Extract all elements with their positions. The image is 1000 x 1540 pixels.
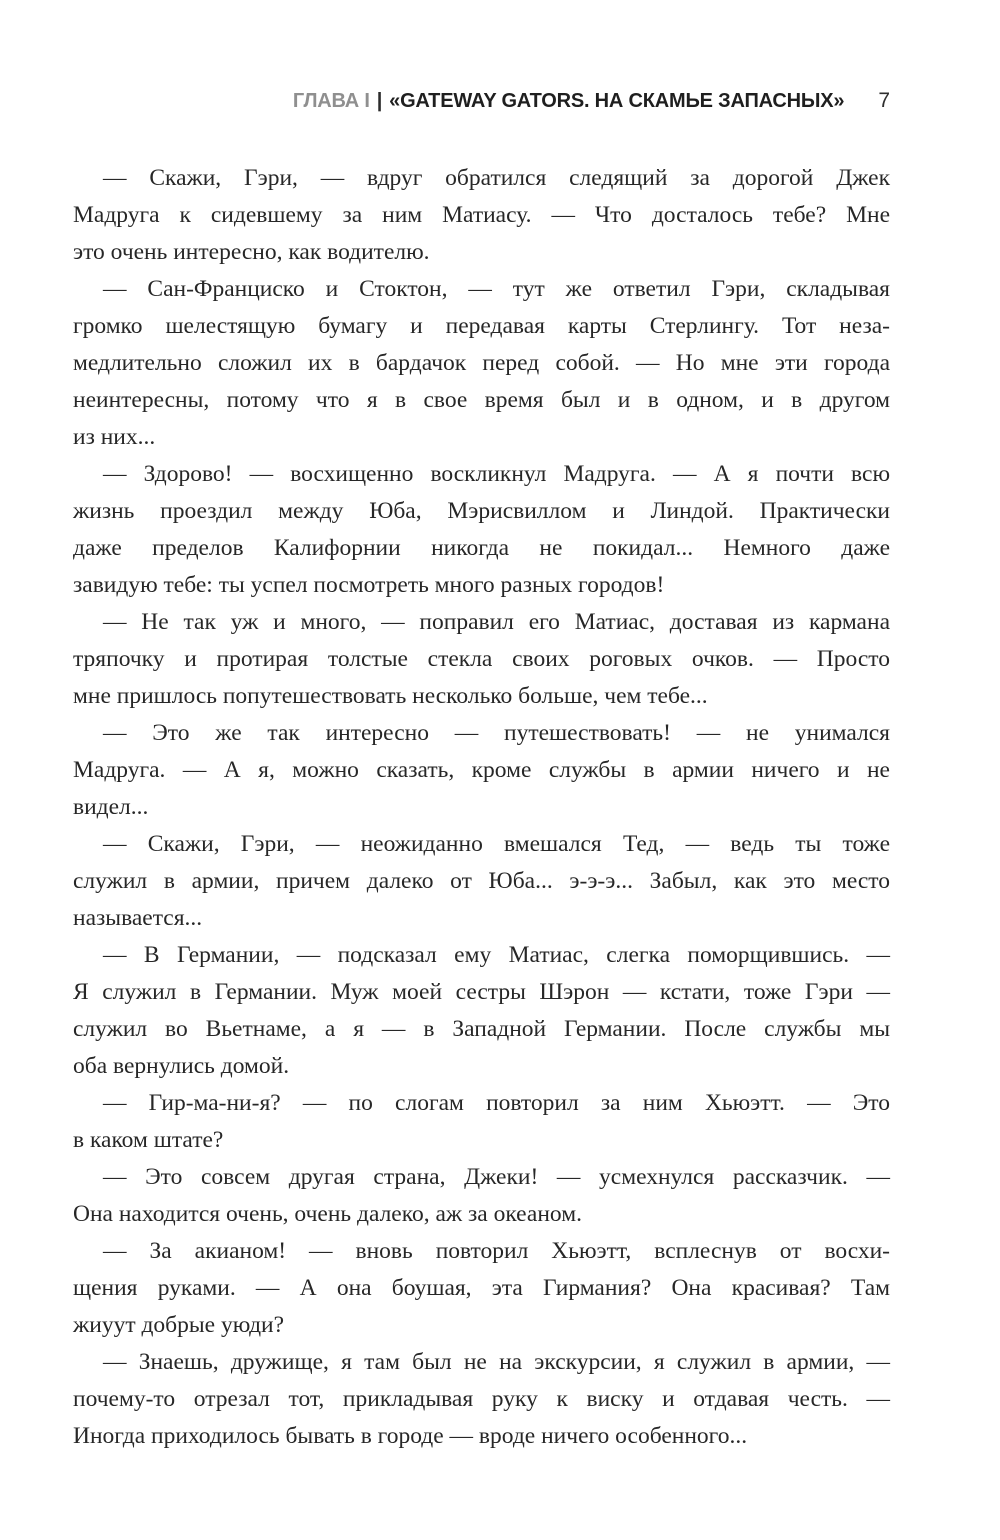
text-line: — Сан-Франциско и Стоктон, — тут же ответил Гэри, складывая [103, 276, 890, 302]
text-line: Мадруга. — А я, можно сказать, кроме службы в армии ничего и не [73, 757, 890, 783]
text-line: неинтересны, потому что я в свое время был и в одном, и в другом [73, 387, 890, 413]
text-line: называется... [73, 905, 203, 931]
paragraph [73, 1344, 890, 1455]
text-line: — Не так уж и много, — поправил его Матиас, доставая из кармана [103, 609, 890, 635]
text-line: служил во Вьетнаме, а я — в Западной Германии. После службы мы [73, 1016, 890, 1042]
paragraph [73, 826, 890, 937]
text-line: — В Германии, — подсказал ему Матиас, слегка поморщившись. — [103, 942, 890, 968]
text-line: в каком штате? [73, 1127, 224, 1153]
page-number: 7 [878, 89, 890, 112]
text-line: жизнь проездил между Юба, Мэрисвиллом и Линдой. Практически [73, 498, 890, 524]
header-separator: | [376, 90, 383, 112]
text-line: — Скажи, Гэри, — вдруг обратился следящий за дорогой Джек [103, 165, 890, 191]
paragraph [73, 604, 890, 715]
text-line: — Знаешь, дружище, я там был не на экскурсии, я служил в армии, — [103, 1349, 890, 1375]
chapter-title: «GATEWAY GATORS. НА СКАМЬЕ ЗАПАСНЫХ» [389, 90, 845, 112]
text-line: завидую тебе: ты успел посмотреть много разных городов! [73, 572, 665, 598]
text-line: Я служил в Германии. Муж моей сестры Шэрон — кстати, тоже Гэри — [73, 979, 890, 1005]
text-line: жиуут добрые уюди? [73, 1312, 285, 1338]
paragraph [73, 160, 890, 271]
paragraph [73, 456, 890, 604]
text-line: медлительно сложил их в бардачок перед собой. — Но мне эти города [73, 350, 890, 376]
paragraph [73, 271, 890, 456]
text-line: — Скажи, Гэри, — неожиданно вмешался Тед, — ведь ты тоже [103, 831, 890, 857]
text-line: громко шелестящую бумагу и передавая карты Стерлингу. Тот неза- [73, 313, 890, 339]
text-line: служил в армии, причем далеко от Юба... э-э-э... Забыл, как это место [73, 868, 890, 894]
text-line: даже пределов Калифорнии никогда не покидал... Немного даже [73, 535, 890, 561]
paragraph [73, 1159, 890, 1233]
paragraph [73, 1233, 890, 1344]
text-line: Она находится очень, очень далеко, аж за океаном. [73, 1201, 582, 1227]
running-head [73, 89, 890, 113]
text-line: — За акианом! — вновь повторил Хьюэтт, всплеснув от восхи- [103, 1238, 890, 1264]
text-line: Мадруга к сидевшему за ним Матиасу. — Что досталось тебе? Мне [73, 202, 890, 228]
text-line: тряпочку и протирая толстые стекла своих роговых очков. — Просто [73, 646, 890, 672]
text-line: это очень интересно, как водителю. [73, 239, 430, 265]
chapter-label: ГЛАВА I [292, 90, 370, 112]
text-line: — Гир-ма-ни-я? — по слогам повторил за ним Хьюэтт. — Это [103, 1090, 890, 1116]
text-line: щения руками. — А она боушая, эта Гирмания? Она красивая? Там [73, 1275, 890, 1301]
paragraph [73, 1085, 890, 1159]
text-line: — Это совсем другая страна, Джеки! — усмехнулся рассказчик. — [103, 1164, 890, 1190]
text-line: Иногда приходилось бывать в городе — вроде ничего особенного... [73, 1423, 748, 1449]
text-line: оба вернулись домой. [73, 1053, 290, 1079]
text-line: — Это же так интересно — путешествовать! — не унимался [103, 720, 890, 746]
page-body [73, 160, 890, 1455]
paragraph [73, 715, 890, 826]
text-line: почему-то отрезал тот, прикладывая руку к виску и отдавая честь. — [73, 1386, 890, 1412]
text-line: видел... [73, 794, 149, 820]
text-line: из них... [73, 424, 156, 450]
paragraph [73, 937, 890, 1085]
text-line: мне пришлось попутешествовать несколько больше, чем тебе... [73, 683, 708, 709]
text-line: — Здорово! — восхищенно воскликнул Мадруга. — А я почти всю [103, 461, 890, 487]
